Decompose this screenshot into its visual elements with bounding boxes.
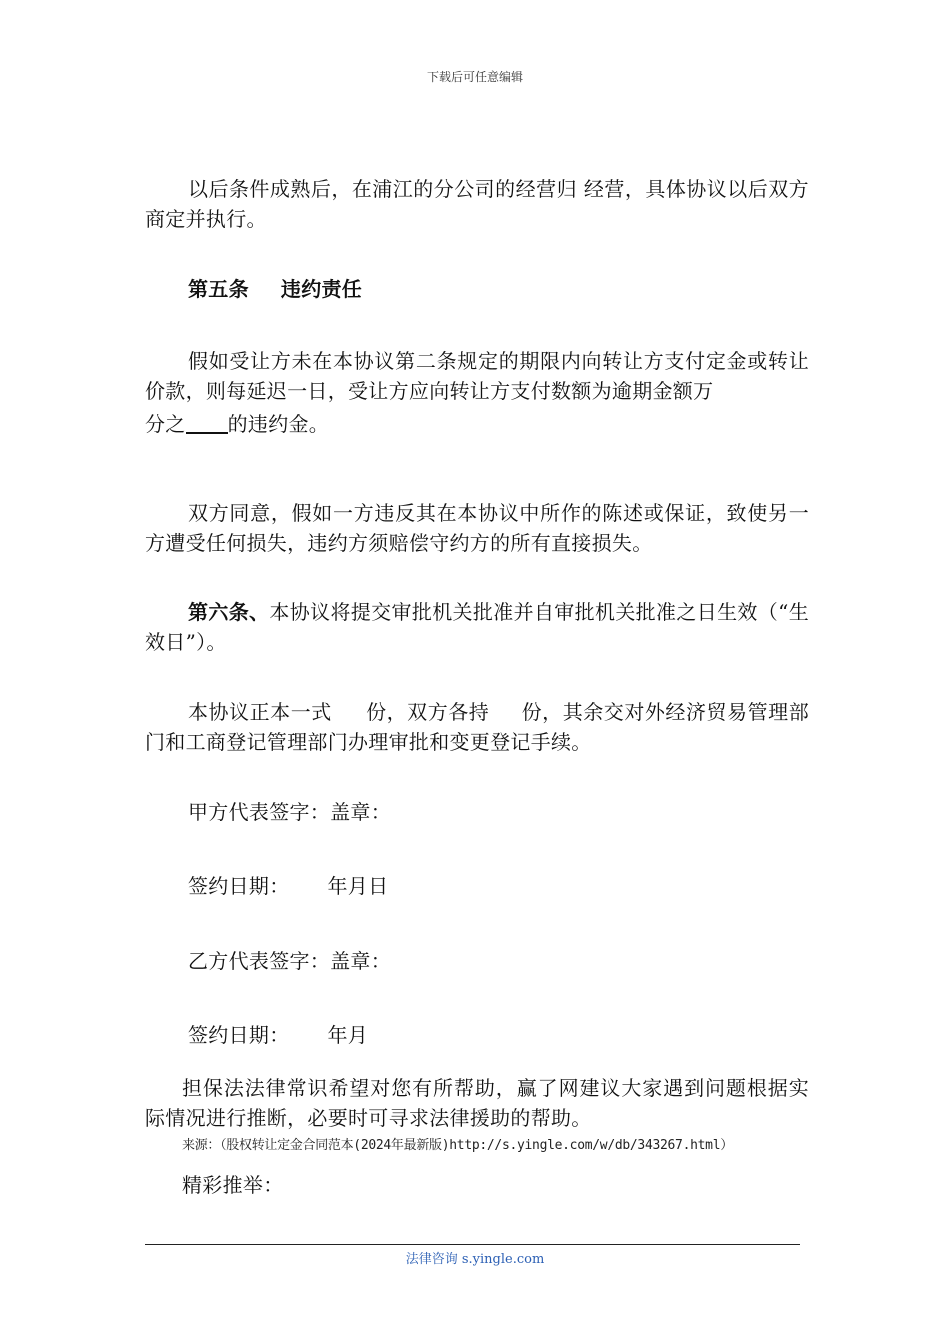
page-header: 下载后可任意编辑	[426, 70, 523, 84]
copies-text-c: 份，其余交对外经济贸易管理部门和工商登记管理部门办理审批和变更登记手续。	[145, 700, 809, 754]
article-5-number: 第五条	[188, 277, 249, 301]
paragraph-damages: 双方同意，假如一方违反其在本协议中所作的陈述或保证，致使另一方遭受任何损失，违约方须赔偿守约方的所有直接损失。	[145, 501, 809, 555]
closing-paragraph: 担保法法律常识希望对您有所帮助，赢了网建议大家遇到问题根据实际情况进行推断，必要时可寻求法律援助的帮助。	[145, 1076, 809, 1130]
article-6-text: 本协议将提交审批机关批准并自审批机关批准之日生效（“生效日”）。	[145, 600, 810, 654]
article-5-title: 违约责任	[280, 277, 363, 301]
fill-in-blank	[186, 412, 228, 434]
recommend-heading: 精彩推举：	[182, 1173, 284, 1197]
article-5-heading	[145, 274, 809, 304]
tail-text-b: 的违约金。	[227, 412, 330, 436]
article-6-paragraph	[145, 597, 809, 657]
party-a-signature: 甲方代表签字：盖章：	[188, 800, 391, 824]
copies-text-a: 本协议正本一式	[188, 700, 332, 724]
date-label: 签约日期：	[188, 1023, 290, 1047]
article-6-number: 第六条、	[188, 600, 270, 624]
paragraph-continuation: 以后条件成熟后，在浦江的分公司的经营归 经营，具体协议以后双方商定并执行。	[145, 177, 809, 231]
copies-text-b: 份，双方各持	[365, 700, 490, 724]
footer-link[interactable]: 法律咨询 s.yingle.com	[405, 1252, 545, 1267]
paragraph-copies	[145, 697, 809, 757]
tail-text-a: 分之	[145, 412, 186, 436]
paragraph-breach-payment-tail	[145, 409, 809, 439]
party-b-signature: 乙方代表签字：盖章：	[188, 949, 391, 973]
source-line: 来源：（股权转让定金合同范本(2024年最新版)http://s.yingle.com/w/db/343267.html）	[182, 1138, 733, 1153]
party-a-date	[145, 871, 809, 901]
footer-divider	[145, 1244, 800, 1245]
date-value: 年月	[327, 1023, 369, 1047]
date-value: 年月日	[327, 874, 389, 898]
date-label: 签约日期：	[188, 874, 290, 898]
paragraph-breach-payment: 假如受让方未在本协议第二条规定的期限内向转让方支付定金或转让价款，则每延迟一日，受让方应向转让方支付数额为逾期金额万	[145, 349, 809, 403]
party-b-date	[145, 1020, 809, 1050]
